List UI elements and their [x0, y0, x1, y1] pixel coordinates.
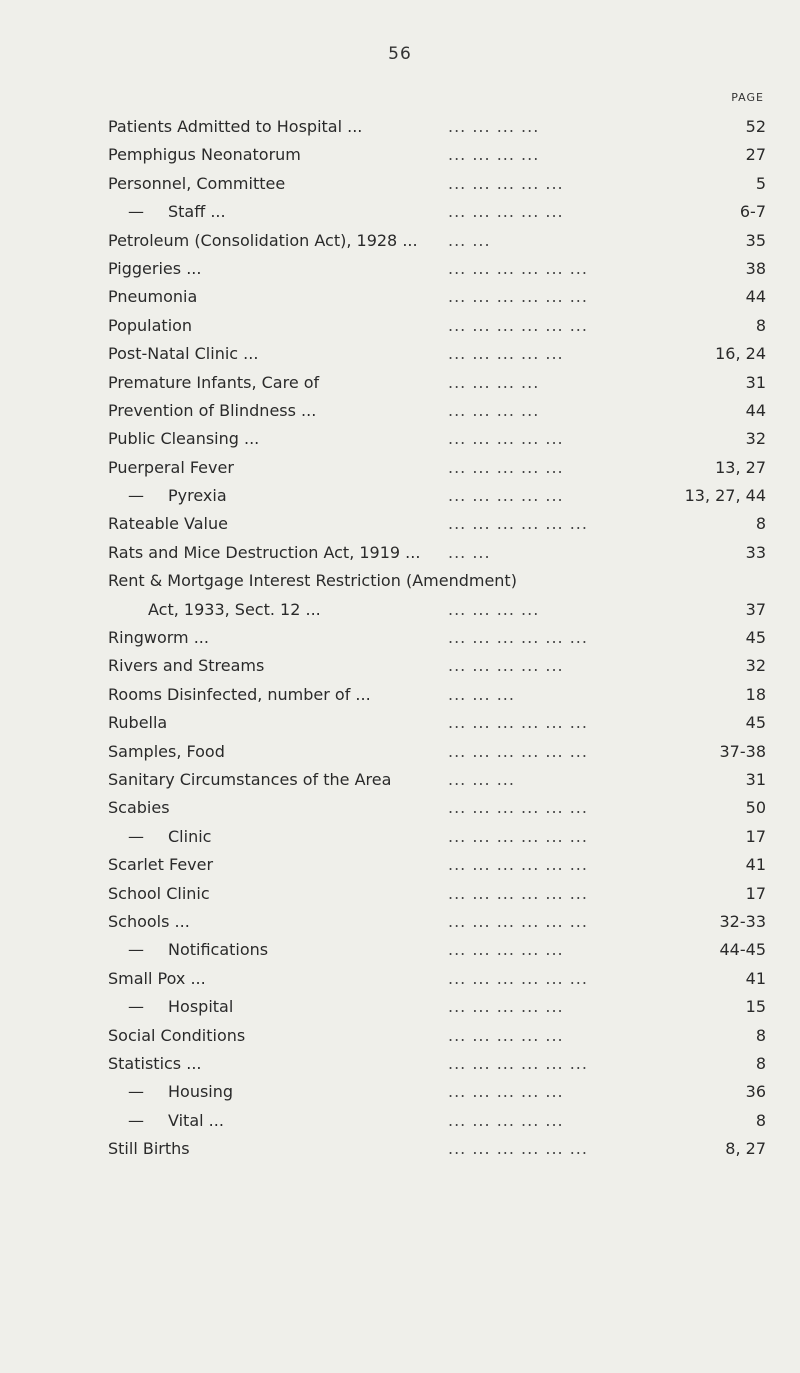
leader-dots: ... ... ... ... ... ...	[448, 514, 588, 534]
index-entry	[108, 283, 766, 311]
entry-pages: 31	[745, 372, 766, 392]
entry-pages: 31	[745, 769, 766, 789]
entry-term-text: Rooms Disinfected, number of ...	[108, 684, 371, 704]
index-entry	[108, 936, 766, 964]
entry-term-text: Samples, Food	[108, 741, 225, 761]
index-entry	[108, 596, 766, 624]
index-entry	[108, 397, 766, 425]
index-entry	[108, 255, 766, 283]
leader-dots: ... ... ... ... ...	[448, 429, 564, 449]
entry-term	[108, 908, 190, 936]
index-entry	[108, 880, 766, 908]
leader-dots: ... ... ... ... ... ...	[448, 287, 588, 307]
leader-dots: ... ... ... ... ... ...	[448, 911, 588, 931]
entry-term	[108, 227, 418, 255]
entry-term-text: Rent & Mortgage Interest Restriction (Amendment)	[108, 571, 517, 591]
index-entry	[108, 1050, 766, 1078]
entry-term-text: Rubella	[108, 713, 168, 733]
entry-term	[108, 851, 213, 879]
index-entry	[108, 227, 766, 255]
entry-term	[128, 198, 226, 226]
index-entry	[108, 1078, 766, 1106]
index-entry	[108, 198, 766, 226]
index-entry	[108, 539, 766, 567]
entry-term	[108, 766, 391, 794]
entry-term	[108, 1135, 190, 1163]
entry-pages: 41	[745, 968, 766, 988]
entry-pages: 32-33	[719, 911, 766, 931]
entry-pages: 8, 27	[725, 1139, 766, 1159]
entry-term-text: Prevention of Blindness ...	[108, 400, 317, 420]
entry-term	[128, 993, 233, 1021]
entry-term-text: Population	[108, 315, 193, 335]
entry-term-text: Personnel, Committee	[108, 173, 286, 193]
entry-term	[108, 369, 319, 397]
entry-pages: 44	[745, 400, 766, 420]
leader-dots: ... ... ...	[448, 684, 515, 704]
entry-term-text: Sanitary Circumstances of the Area	[108, 769, 392, 789]
index-entry	[108, 794, 766, 822]
index-entry	[108, 170, 766, 198]
entry-pages: 16, 24	[715, 344, 766, 364]
leader-dots: ... ... ... ... ...	[448, 1082, 564, 1102]
index-entry	[108, 652, 766, 680]
entry-term	[108, 397, 316, 425]
index-list	[108, 113, 766, 1163]
entry-term	[108, 709, 167, 737]
entry-pages: 17	[745, 826, 766, 846]
leader-dots: ... ... ... ... ...	[448, 1110, 564, 1130]
index-entry	[108, 1022, 766, 1050]
subentry-dash: —	[128, 1110, 144, 1130]
entry-pages: 18	[745, 684, 766, 704]
index-entry	[108, 993, 766, 1021]
leader-dots: ... ... ... ... ... ...	[448, 315, 588, 335]
entry-term	[108, 681, 371, 709]
entry-term	[108, 340, 258, 368]
index-entry	[108, 113, 766, 141]
index-entry	[108, 369, 766, 397]
leader-dots: ... ... ... ... ... ...	[448, 1139, 588, 1159]
entry-term	[108, 283, 197, 311]
entry-term	[128, 823, 211, 851]
leader-dots: ... ... ... ... ...	[448, 656, 564, 676]
entry-term	[108, 113, 362, 141]
entry-pages: 50	[745, 798, 766, 818]
entry-pages: 8	[755, 315, 766, 335]
entry-pages: 45	[745, 628, 766, 648]
index-entry	[108, 567, 766, 595]
entry-term-text: Scarlet Fever	[108, 855, 214, 875]
entry-term-text: Act, 1933, Sect. 12 ...	[148, 599, 321, 619]
entry-pages: 13, 27, 44	[684, 486, 766, 506]
leader-dots: ... ... ... ... ...	[448, 457, 564, 477]
entry-term	[128, 1107, 224, 1135]
page-number: 56	[388, 44, 412, 64]
leader-dots: ... ...	[448, 542, 491, 562]
leader-dots: ... ... ... ...	[448, 117, 540, 136]
leader-dots: ... ... ... ... ...	[448, 997, 564, 1017]
leader-dots: ... ... ...	[448, 769, 515, 789]
leader-dots: ... ... ... ...	[448, 599, 540, 619]
leader-dots: ... ... ... ... ...	[448, 202, 564, 222]
entry-term-text: Statistics ...	[108, 1053, 202, 1073]
entry-pages: 35	[745, 230, 766, 250]
entry-term-text: Schools ...	[108, 911, 190, 931]
entry-term-text: Staff ...	[168, 202, 226, 222]
leader-dots: ... ... ... ... ...	[448, 1025, 564, 1045]
index-entry	[108, 1135, 766, 1163]
entry-term	[148, 596, 321, 624]
entry-pages: 33	[745, 542, 766, 562]
leader-dots: ... ... ... ...	[448, 400, 540, 420]
entry-term	[108, 652, 264, 680]
entry-term-text: Pneumonia	[108, 287, 198, 307]
leader-dots: ... ... ... ... ... ...	[448, 855, 588, 875]
subentry-dash: —	[128, 202, 144, 222]
entry-pages: 27	[745, 145, 766, 165]
entry-term	[108, 624, 209, 652]
entry-pages: 8	[755, 1110, 766, 1130]
entry-term-text: Public Cleansing ...	[108, 429, 260, 449]
entry-term-text: Ringworm ...	[108, 628, 209, 648]
entry-pages: 44	[745, 287, 766, 307]
entry-term	[108, 880, 210, 908]
entry-pages: 45	[745, 713, 766, 733]
subentry-dash: —	[128, 486, 144, 506]
index-entry	[108, 454, 766, 482]
entry-term-text: Pyrexia	[168, 486, 227, 506]
entry-pages: 8	[755, 1053, 766, 1073]
entry-pages: 37	[745, 599, 766, 619]
entry-term	[108, 141, 301, 169]
entry-term	[108, 965, 206, 993]
entry-term-text: Premature Infants, Care of	[108, 372, 320, 392]
entry-term	[128, 936, 268, 964]
entry-term	[108, 425, 259, 453]
entry-term	[108, 539, 420, 567]
index-entry	[108, 738, 766, 766]
entry-term-text: Vital ...	[168, 1110, 224, 1130]
index-entry	[108, 340, 766, 368]
index-entry	[108, 141, 766, 169]
leader-dots: ... ... ... ... ... ...	[448, 713, 588, 733]
index-entry	[108, 624, 766, 652]
leader-dots: ... ... ... ... ... ...	[448, 826, 588, 846]
subentry-dash: —	[128, 997, 144, 1017]
entry-term-text: School Clinic	[108, 883, 210, 903]
entry-pages: 32	[745, 656, 766, 676]
page-column-header: PAGE	[731, 91, 764, 104]
index-entry	[108, 681, 766, 709]
entry-term-text: Pemphigus Neonatorum	[108, 145, 301, 165]
entry-term	[108, 1050, 201, 1078]
entry-term-text: Rats and Mice Destruction Act, 1919 ...	[108, 542, 421, 562]
entry-term-text: Clinic	[168, 826, 212, 846]
leader-dots: ... ... ... ... ...	[448, 344, 564, 364]
index-entry	[108, 312, 766, 340]
entry-term-text: Small Pox ...	[108, 968, 206, 988]
entry-term	[108, 255, 201, 283]
index-entry	[108, 482, 766, 510]
entry-term	[108, 312, 192, 340]
leader-dots: ... ... ... ...	[448, 145, 540, 165]
entry-pages: 44-45	[719, 940, 766, 960]
entry-term-text: Rateable Value	[108, 514, 228, 534]
entry-pages: 32	[745, 429, 766, 449]
entry-term-text: Piggeries ...	[108, 258, 202, 278]
index-entry	[108, 709, 766, 737]
entry-term-text: Social Conditions	[108, 1025, 246, 1045]
entry-pages: 8	[755, 514, 766, 534]
leader-dots: ... ... ... ... ...	[448, 173, 564, 193]
entry-term-text: Puerperal Fever	[108, 457, 234, 477]
entry-term-text: Post-Natal Clinic ...	[108, 344, 259, 364]
entry-term-text: Hospital	[168, 997, 234, 1017]
entry-term-text: Still Births	[108, 1139, 190, 1159]
index-entry	[108, 965, 766, 993]
subentry-dash: —	[128, 826, 144, 846]
entry-pages: 37-38	[719, 741, 766, 761]
leader-dots: ... ... ... ... ... ...	[448, 258, 588, 278]
index-entry	[108, 510, 766, 538]
leader-dots: ... ... ... ... ... ...	[448, 968, 588, 988]
entry-pages: 41	[745, 855, 766, 875]
entry-term	[128, 482, 227, 510]
entry-term	[108, 170, 285, 198]
entry-pages: 17	[745, 883, 766, 903]
entry-pages: 36	[745, 1082, 766, 1102]
leader-dots: ... ... ... ...	[448, 372, 540, 392]
entry-term	[128, 1078, 233, 1106]
entry-term-text: Petroleum (Consolidation Act), 1928 ...	[108, 230, 418, 250]
entry-term-text: Scabies	[108, 798, 170, 818]
entry-term	[108, 794, 170, 822]
index-entry	[108, 1107, 766, 1135]
leader-dots: ... ...	[448, 230, 491, 250]
leader-dots: ... ... ... ... ...	[448, 486, 564, 506]
entry-term	[108, 454, 234, 482]
index-entry	[108, 425, 766, 453]
subentry-dash: —	[128, 940, 144, 960]
leader-dots: ... ... ... ... ... ...	[448, 798, 588, 818]
entry-term-text: Patients Admitted to Hospital ...	[108, 117, 363, 136]
entry-term-text: Notifications	[168, 940, 269, 960]
entry-term	[108, 510, 228, 538]
index-entry	[108, 823, 766, 851]
index-entry	[108, 851, 766, 879]
subentry-dash: —	[128, 1082, 144, 1102]
index-entry	[108, 766, 766, 794]
leader-dots: ... ... ... ... ... ...	[448, 741, 588, 761]
leader-dots: ... ... ... ... ... ...	[448, 628, 588, 648]
leader-dots: ... ... ... ... ...	[448, 940, 564, 960]
entry-pages: 38	[745, 258, 766, 278]
entry-pages: 52	[745, 117, 766, 136]
entry-term-text: Housing	[168, 1082, 234, 1102]
leader-dots: ... ... ... ... ... ...	[448, 883, 588, 903]
entry-pages: 8	[755, 1025, 766, 1045]
entry-term	[108, 1022, 245, 1050]
leader-dots: ... ... ... ... ... ...	[448, 1053, 588, 1073]
entry-pages: 13, 27	[715, 457, 766, 477]
entry-term-text: Rivers and Streams	[108, 656, 265, 676]
entry-pages: 6-7	[739, 202, 766, 222]
entry-term	[108, 567, 517, 595]
entry-term	[108, 738, 225, 766]
index-entry	[108, 908, 766, 936]
entry-pages: 5	[755, 173, 766, 193]
entry-pages: 15	[745, 997, 766, 1017]
